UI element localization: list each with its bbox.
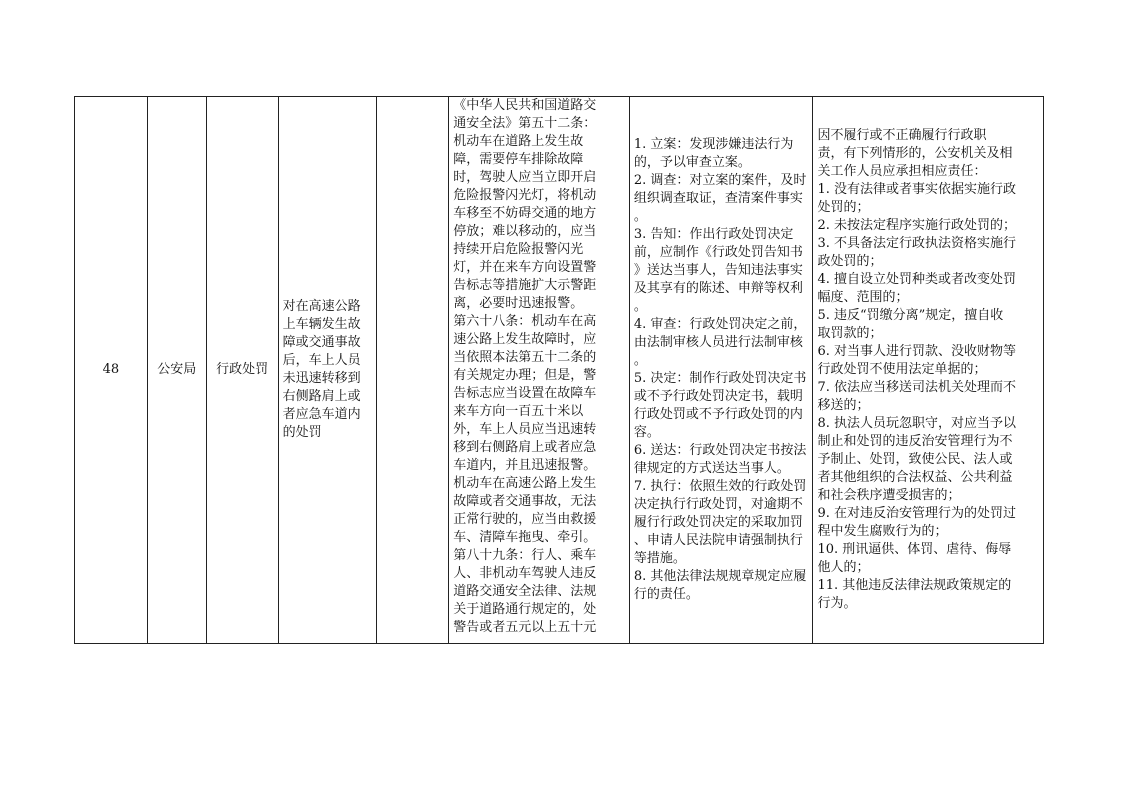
text-line: 2. 未按法定程序实施行政处罚的； — [817, 218, 1017, 233]
text-line: 移到右侧路肩上或者应急 — [453, 440, 597, 455]
text-line: 前，应制作《行政处罚告知书 — [633, 245, 803, 260]
text-line: 外，车上人员应当迅速转 — [453, 422, 597, 437]
text-line: 或不予行政处罚决定书，载明 — [633, 389, 803, 404]
department-cell — [148, 97, 207, 643]
text-line: 2. 调查：对立案的案件，及时 — [633, 173, 807, 188]
row-number-cell — [75, 97, 148, 643]
text-line: 他人的； — [817, 560, 870, 575]
record-table — [74, 96, 1044, 644]
category: 行政处罚 — [216, 362, 269, 377]
text-line: 关于道路通行规定的，处 — [453, 602, 597, 617]
text-line: 机动车在高速公路上发生 — [453, 476, 597, 491]
text-line: 警告或者五元以上五十元 — [453, 620, 597, 635]
text-line: 故障或者交通事故，无法 — [453, 494, 597, 509]
text-line: 4. 审查：行政处罚决定之前， — [633, 317, 807, 332]
row-number: 48 — [102, 362, 120, 377]
text-line: 及其享有的陈述、申辩等权利 — [633, 281, 803, 296]
text-line: 移送的； — [817, 398, 870, 413]
text-line: 4. 擅自设立处罚种类或者改变处罚 — [817, 272, 1017, 287]
subitem-cell — [377, 97, 449, 643]
text-line: 者其他组织的合法权益、公共利益 — [817, 470, 1013, 485]
text-line: 的，予以审查立案。 — [633, 155, 751, 170]
text-line: 7. 依法应当移送司法机关处理而不 — [817, 380, 1017, 395]
text-line: 行政处罚或不予行政处罚的内 — [633, 407, 803, 422]
text-line: 律规定的方式送达当事人。 — [633, 461, 790, 476]
text-line: 行的责任。 — [633, 587, 699, 602]
item-name-cell — [279, 97, 378, 643]
text-line: 时，驾驶人应当立即开启 — [453, 170, 597, 185]
text-line: 和社会秩序遭受损害的； — [817, 488, 961, 503]
text-line: 者应急车道内 — [282, 407, 361, 422]
item-name — [283, 298, 373, 442]
text-line: 责，有下列情形的，公安机关及相 — [817, 146, 1013, 161]
text-line: 政处罚的； — [817, 254, 883, 269]
text-line: 10. 刑讯逼供、体罚、虐待、侮辱 — [817, 542, 1012, 557]
text-line: 上车辆发生故 — [282, 317, 361, 332]
category-cell — [207, 97, 279, 643]
text-line: 关工作人员应承担相应责任： — [817, 164, 987, 179]
text-line: 行政处罚不使用法定单据的； — [817, 362, 987, 377]
text-line: 取罚款的； — [817, 326, 883, 341]
text-line: 障，需要停车排除故障 — [453, 152, 584, 167]
text-line: 告标志应当设置在故障车 — [453, 386, 597, 401]
text-line: 5. 违反“罚缴分离”规定，擅自收 — [817, 308, 1004, 323]
text-line: 危险报警闪光灯，将机动 — [453, 188, 597, 203]
process-flow-cell — [630, 97, 814, 643]
text-line: 5. 决定：制作行政处罚决定书 — [633, 371, 807, 386]
text-line: 因不履行或不正确履行行政职 — [817, 128, 987, 143]
text-line: 6. 对当事人进行罚款、没收财物等 — [817, 344, 1017, 359]
text-line: 第六十八条：机动车在高 — [453, 314, 597, 329]
text-line: 予制止、处罚，致使公民、法人或 — [817, 452, 1013, 467]
text-line: 《中华人民共和国道路交 — [453, 98, 597, 113]
text-line: 速公路上发生故障时，应 — [453, 332, 597, 347]
department: 公安局 — [157, 362, 197, 377]
text-line: 》送达当事人，告知违法事实 — [633, 263, 803, 278]
text-line: 8. 执法人员玩忽职守，对应当予以 — [817, 416, 1017, 431]
text-line: 组织调查取证，查清案件事实 — [633, 191, 803, 206]
text-line: 离，必要时迅速报警。 — [453, 296, 584, 311]
text-line: 容。 — [633, 425, 660, 440]
text-line: 通安全法》第五十二条： — [453, 116, 597, 131]
text-line: 处罚的； — [817, 200, 870, 215]
text-line: 3. 告知：作出行政处罚决定 — [633, 227, 794, 242]
text-line: 等措施。 — [633, 551, 686, 566]
legal-basis — [453, 97, 625, 637]
text-line: 正常行驶的，应当由救援 — [453, 512, 597, 527]
liability-cell — [813, 97, 1043, 643]
text-line: 。 — [633, 353, 647, 368]
text-line: 停放；难以移动的，应当 — [453, 224, 597, 239]
text-line: 人、非机动车驾驶人违反 — [453, 566, 597, 581]
text-line: 程中发生腐败行为的； — [817, 524, 948, 539]
text-line: 障或交通事故 — [282, 335, 361, 350]
text-line: 未迅速转移到 — [282, 371, 361, 386]
text-line: 机动车在道路上发生故 — [453, 134, 584, 149]
text-line: 3. 不具备法定行政执法资格实施行 — [817, 236, 1017, 251]
text-line: 灯，并在来车方向设置警 — [453, 260, 597, 275]
text-line: 1. 没有法律或者事实依据实施行政 — [817, 182, 1017, 197]
text-line: 当依照本法第五十二条的 — [453, 350, 597, 365]
text-line: 来车方向一百五十米以 — [453, 404, 584, 419]
text-line: 11. 其他违反法律法规政策规定的 — [817, 578, 1012, 593]
text-line: 。 — [633, 299, 647, 314]
process-flow — [634, 136, 809, 604]
text-line: 右侧路肩上或 — [282, 389, 361, 404]
liability — [817, 127, 1039, 613]
text-line: 行为。 — [817, 596, 857, 611]
text-line: 后，车上人员 — [282, 353, 361, 368]
text-line: 幅度、范围的； — [817, 290, 909, 305]
text-line: 、申请人民法院申请强制执行 — [633, 533, 803, 548]
text-line: 6. 送达：行政处罚决定书按法 — [633, 443, 807, 458]
text-line: 9. 在对违反治安管理行为的处罚过 — [817, 506, 1017, 521]
text-line: 1. 立案：发现涉嫌违法行为 — [633, 137, 794, 152]
text-line: 告标志等措施扩大示警距 — [453, 278, 597, 293]
text-line: 有关规定办理；但是，警 — [453, 368, 597, 383]
text-line: 由法制审核人员进行法制审核 — [633, 335, 803, 350]
text-line: 履行行政处罚决定的采取加罚 — [633, 515, 803, 530]
text-line: 7. 执行：依照生效的行政处罚 — [633, 479, 807, 494]
text-line: 。 — [633, 209, 647, 224]
text-line: 第八十九条：行人、乘车 — [453, 548, 597, 563]
text-line: 车道内，并且迅速报警。 — [453, 458, 597, 473]
text-line: 车、清障车拖曳、牵引。 — [453, 530, 597, 545]
legal-basis-cell — [449, 97, 630, 643]
text-line: 8. 其他法律法规规章规定应履 — [633, 569, 807, 584]
text-line: 决定执行行政处罚，对逾期不 — [633, 497, 803, 512]
text-line: 道路交通安全法律、法规 — [453, 584, 597, 599]
text-line: 车移至不妨碍交通的地方 — [453, 206, 597, 221]
text-line: 对在高速公路 — [282, 299, 361, 314]
text-line: 持续开启危险报警闪光 — [453, 242, 584, 257]
text-line: 的处罚 — [282, 425, 322, 440]
text-line: 制止和处罚的违反治安管理行为不 — [817, 434, 1013, 449]
